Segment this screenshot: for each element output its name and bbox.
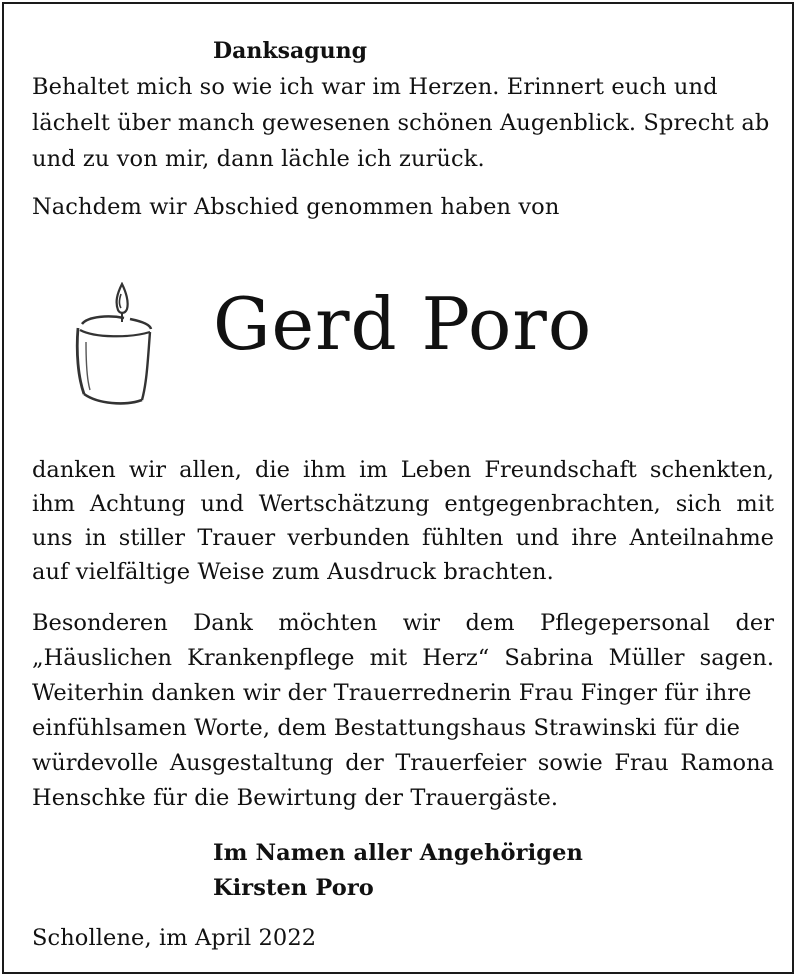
special-thanks-line-6: Henschke für die Bewirtung der Trauergäste. bbox=[32, 785, 559, 811]
signature-line-1: Im Namen aller Angehörigen bbox=[213, 840, 583, 866]
special-thanks-line-5: würdevolle Ausgestaltung der Trauerfeier sowie Frau Ramona bbox=[32, 750, 774, 776]
intro-line-1: Behaltet mich so wie ich war im Herzen. Erinnert euch und bbox=[32, 74, 718, 100]
thanks-line-2: ihm Achtung und Wertschätzung entgegenbrachten, sich mit bbox=[32, 491, 774, 517]
intro-line-3: und zu von mir, dann lächle ich zurück. bbox=[32, 146, 485, 172]
thanks-line-4: auf vielfältige Weise zum Ausdruck brachten. bbox=[32, 559, 554, 585]
signature-line-2: Kirsten Poro bbox=[213, 875, 374, 901]
place-date: Schollene, im April 2022 bbox=[32, 925, 317, 951]
lead-in-text: Nachdem wir Abschied genommen haben von bbox=[32, 194, 560, 220]
candle-icon bbox=[70, 282, 160, 407]
special-thanks-line-2: „Häuslichen Krankenpflege mit Herz“ Sabrina Müller sagen. bbox=[32, 645, 774, 671]
intro-line-2: lächelt über manch gewesenen schönen Augenblick. Sprecht ab bbox=[32, 110, 770, 136]
thanks-line-3: uns in stiller Trauer verbunden fühlten und ihre Anteilnahme bbox=[32, 525, 774, 551]
deceased-name: Gerd Poro bbox=[213, 282, 593, 366]
special-thanks-line-1: Besonderen Dank möchten wir dem Pflegepersonal der bbox=[32, 610, 774, 636]
thanks-line-1: danken wir allen, die ihm im Leben Freundschaft schenkten, bbox=[32, 457, 774, 483]
special-thanks-line-4: einfühlsamen Worte, dem Bestattungshaus Strawinski für die bbox=[32, 715, 741, 741]
special-thanks-line-3: Weiterhin danken wir der Trauerrednerin Frau Finger für ihre bbox=[32, 680, 752, 706]
notice-heading: Danksagung bbox=[213, 38, 367, 64]
